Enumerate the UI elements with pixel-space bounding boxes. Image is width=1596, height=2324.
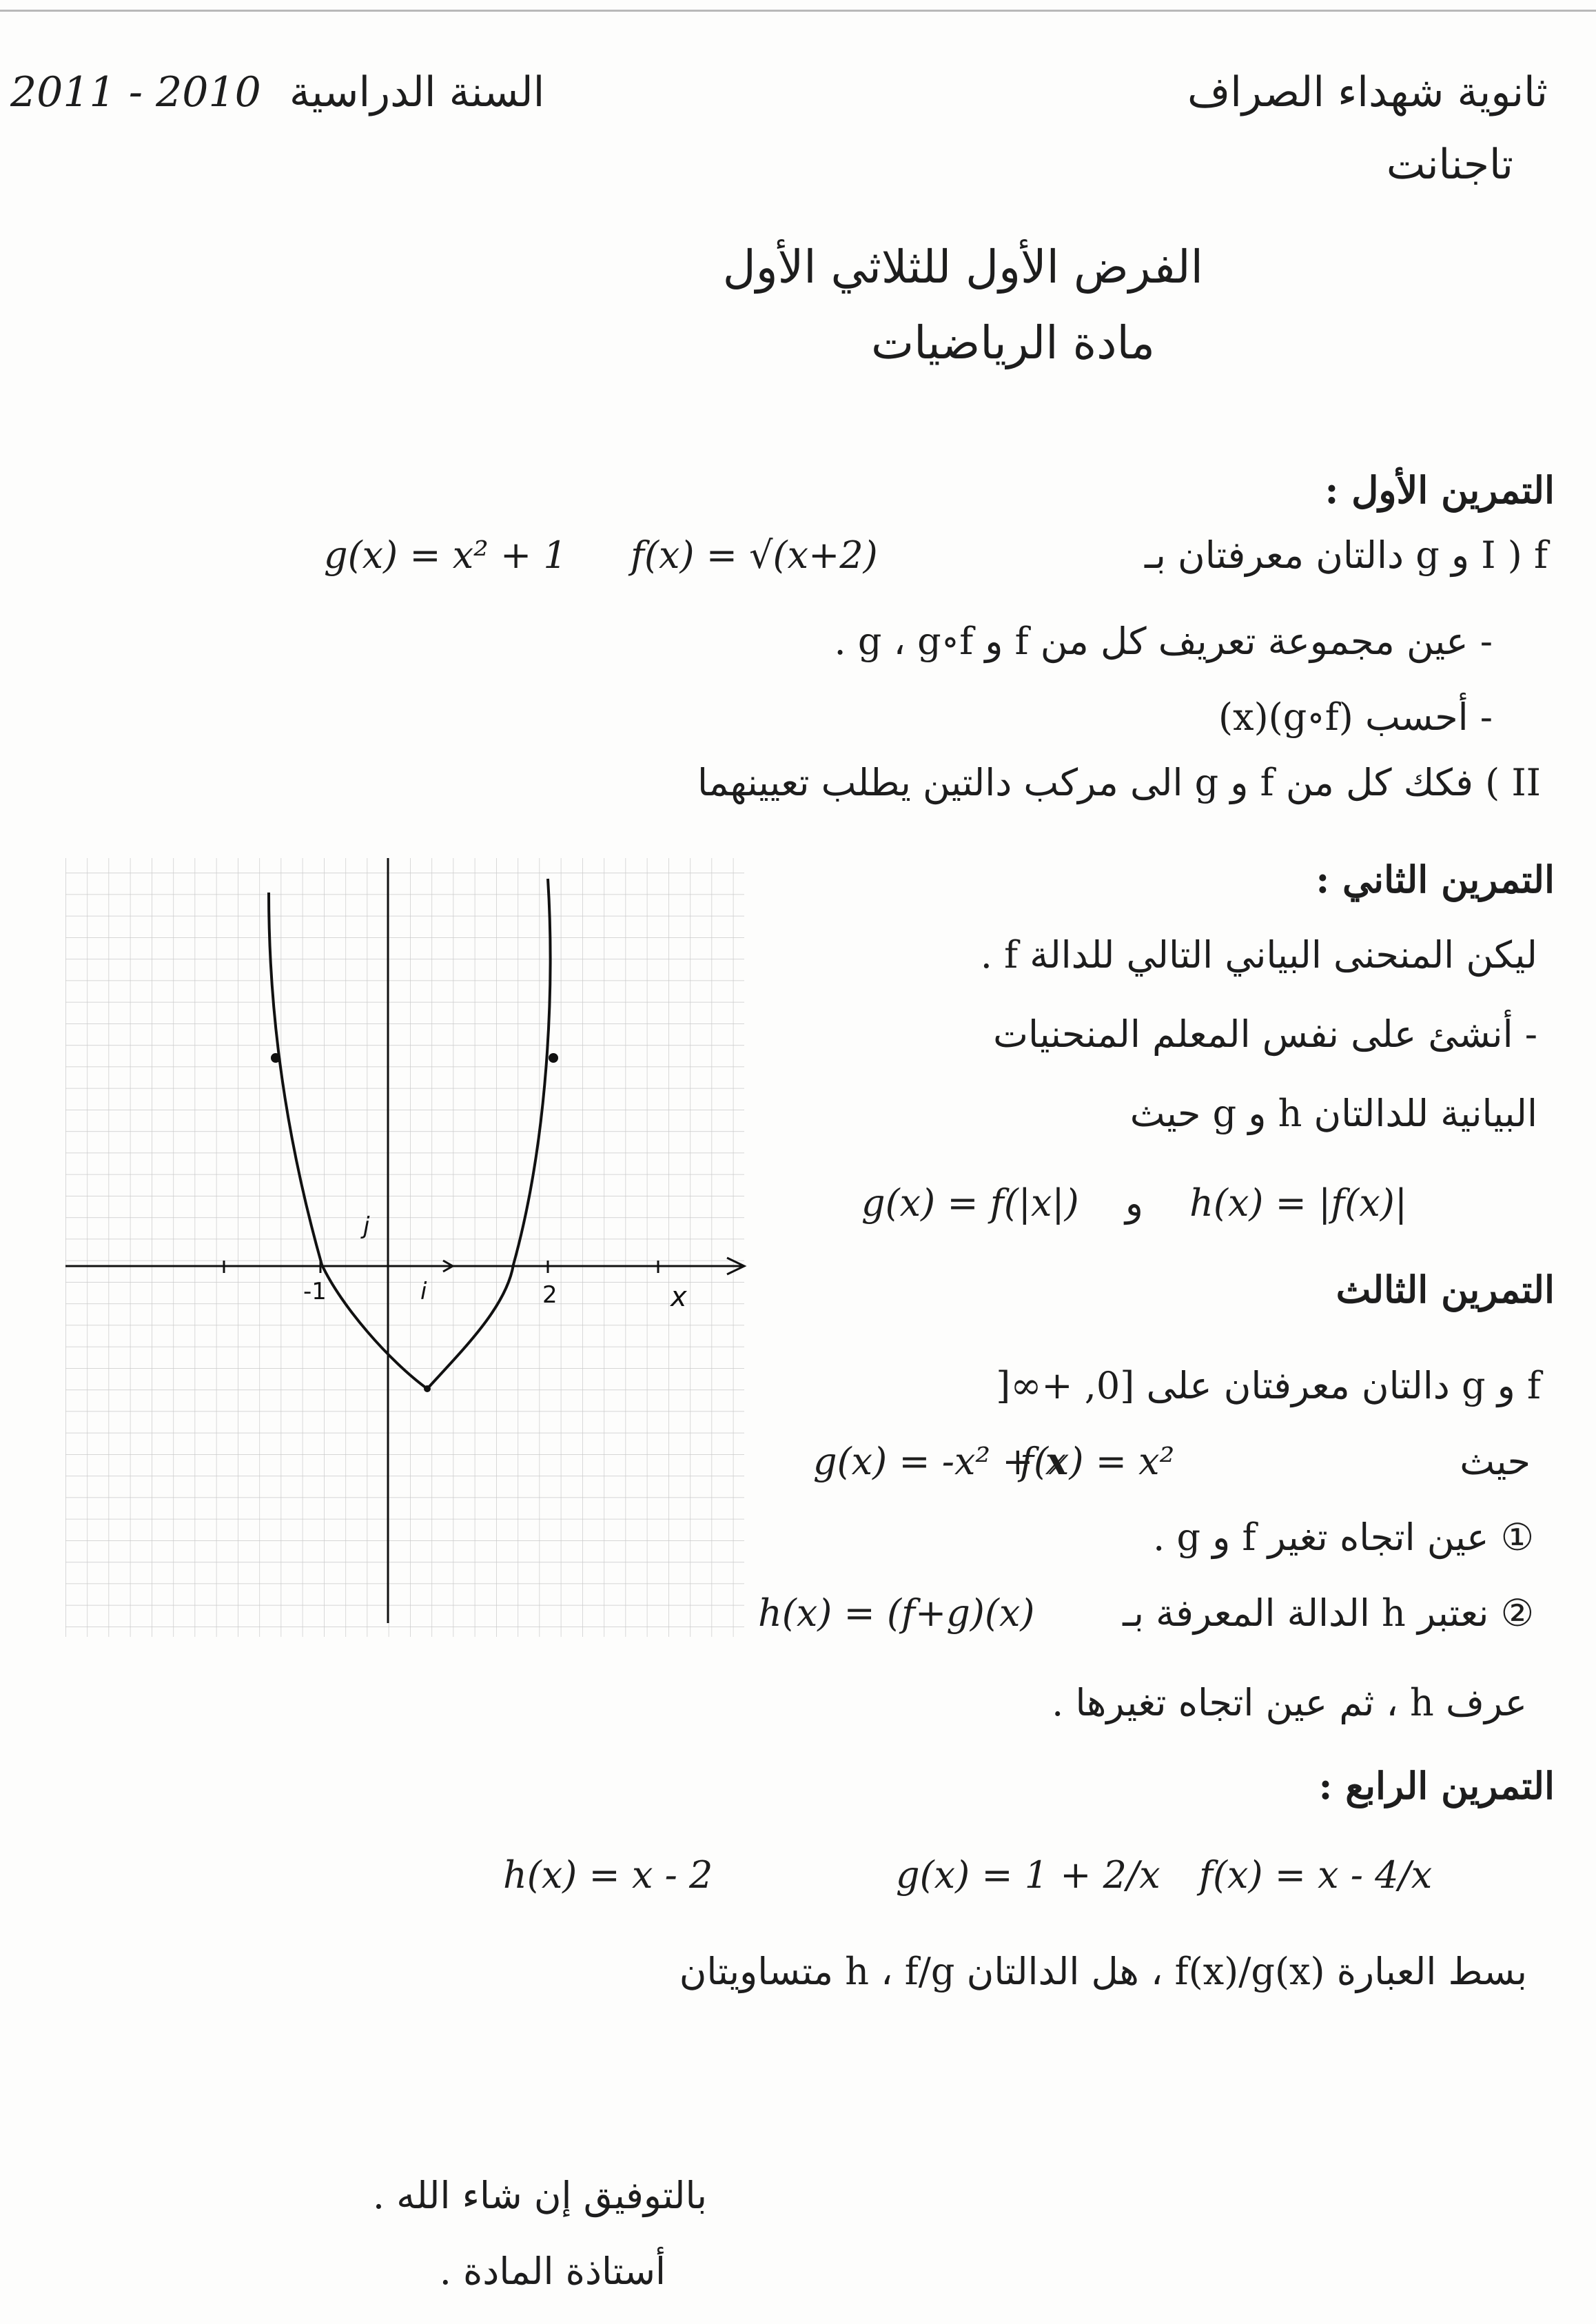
top-border-line bbox=[0, 10, 1596, 12]
exercise4-f-def: f(x) = x - 4/x bbox=[1199, 1853, 1433, 1897]
exercise3-where: حيث bbox=[1460, 1440, 1531, 1483]
school-year-value: 2011 - 2010 bbox=[10, 68, 261, 116]
school-year-label: السنة الدراسية bbox=[289, 68, 545, 116]
exercise1-q1a: - عين مجموعة تعريف كل من f و g ، g∘f . bbox=[834, 620, 1493, 663]
curve-point-left bbox=[271, 1053, 280, 1063]
function-graph bbox=[65, 851, 755, 1637]
curve-vertex bbox=[424, 1385, 431, 1392]
exercise4-h-def: h(x) = x - 2 bbox=[503, 1853, 713, 1897]
exercise2-line1: ليكن المنحنى البياني التالي للدالة f . bbox=[980, 933, 1537, 977]
label-minus1: -1 bbox=[303, 1278, 327, 1305]
exercise2-g-def: g(x) = f(|x|) bbox=[861, 1181, 1079, 1225]
school-town: تاجنانت bbox=[1386, 141, 1513, 189]
exercise3-h-def: h(x) = (f+g)(x) bbox=[758, 1591, 1035, 1635]
exercise1-f-def: f(x) = √(x+2) bbox=[631, 533, 878, 577]
teacher-signature: أستاذة المادة . bbox=[439, 2250, 666, 2293]
exercise1-q1b: - أحسب (g∘f)(x) bbox=[1218, 695, 1493, 739]
exercise3-g-def: g(x) = -x² + x bbox=[813, 1440, 1067, 1483]
exercise3-heading: التمرين الثالث bbox=[1336, 1267, 1555, 1312]
x-axis-name: x bbox=[671, 1281, 687, 1313]
exercise3-line1: f و g دالتان معرفتان على [0, +∞[ bbox=[996, 1364, 1541, 1407]
exercise1-g-def: g(x) = x² + 1 bbox=[324, 533, 567, 577]
closing-wish: بالتوفيق إن شاء الله . bbox=[372, 2174, 707, 2217]
label-i: i bbox=[420, 1278, 427, 1305]
label-2: 2 bbox=[542, 1281, 557, 1309]
exercise4-question: بسط العبارة f(x)/g(x) ، هل الدالتان h ، f/g متساويتان bbox=[679, 1950, 1527, 1993]
school-year bbox=[10, 68, 545, 116]
graph-svg bbox=[65, 851, 755, 1637]
exercise1-heading: التمرين الأول : bbox=[1324, 468, 1555, 512]
exercise2-line2: - أنشئ على نفس المعلم المنحنيات bbox=[993, 1012, 1537, 1056]
exercise2-line3: البيانية للدالتان h و g حيث bbox=[1129, 1092, 1537, 1135]
graph-grid bbox=[65, 858, 744, 1637]
page-title: الفرض الأول للثلاثي الأول bbox=[722, 241, 1203, 294]
exercise2-h-def: h(x) = |f(x)| bbox=[1189, 1181, 1408, 1225]
label-j: j bbox=[363, 1212, 370, 1240]
exercise4-g-def: g(x) = 1 + 2/x bbox=[896, 1853, 1160, 1897]
page-subtitle: مادة الرياضيات bbox=[871, 316, 1155, 369]
exercise3-q2: ② نعتبر h الدالة المعرفة بـ bbox=[1123, 1591, 1534, 1635]
exercise2-and: و bbox=[1125, 1181, 1143, 1225]
curve-point-right bbox=[549, 1053, 558, 1063]
exercise4-heading: التمرين الرابع : bbox=[1318, 1764, 1555, 1808]
exercise1-q2: II ) فكك كل من f و g الى مركب دالتين يطلب تعيينهما bbox=[697, 761, 1541, 804]
exercise3-q1: ① عين اتجاه تغير f و g . bbox=[1153, 1516, 1534, 1559]
exercise3-q2b: عرف h ، ثم عين اتجاه تغيرها . bbox=[1052, 1681, 1527, 1724]
exercise2-heading: التمرين الثاني : bbox=[1316, 857, 1555, 901]
exercise2-defs bbox=[861, 1182, 1551, 1225]
exercise3-f-def: f(x) = x² bbox=[1020, 1440, 1175, 1483]
school-name: ثانوية شهداء الصراف bbox=[1187, 68, 1548, 116]
exercise1-q1: I ) f و g دالتان معرفتان بـ bbox=[1145, 533, 1548, 577]
